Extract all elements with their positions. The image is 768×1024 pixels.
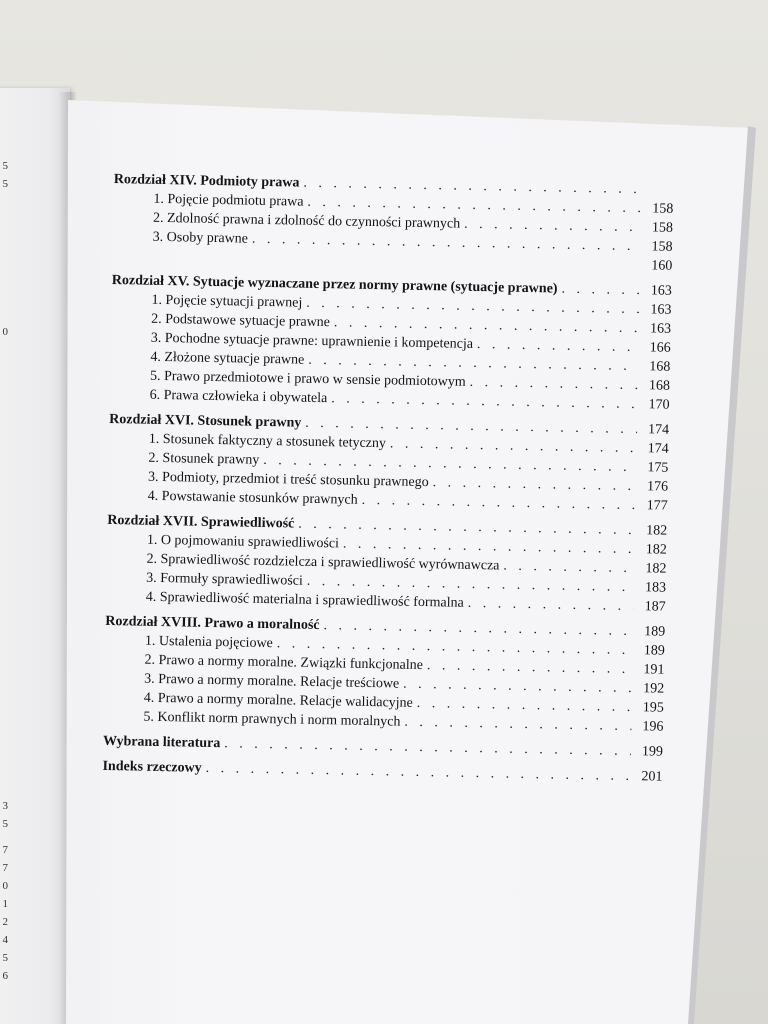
toc-entry-title: 2. Podstawowe sytuacje prawne: [150, 311, 331, 331]
left-page-number: 3: [2, 800, 8, 812]
toc-dot-leader: [224, 734, 631, 761]
toc-dot-leader: [404, 713, 631, 736]
toc-page-number: 158: [652, 201, 674, 217]
toc-entry-title: Rozdział XVII. Sprawiedliwość: [107, 512, 295, 532]
toc-page-number: 189: [643, 643, 666, 659]
toc-page-number: 189: [644, 624, 666, 640]
left-page-number: 6: [2, 970, 8, 982]
toc-dot-leader: [468, 594, 634, 616]
toc-entry-title: Indeks rzeczowy: [102, 758, 202, 776]
left-page-number: 5: [2, 178, 8, 190]
toc-page-number: 170: [648, 397, 670, 413]
toc-dot-leader: [561, 280, 640, 300]
toc-entry-title: 1. Pojęcie sytuacji prawnej: [151, 292, 303, 311]
toc-page-number: 168: [648, 378, 671, 394]
toc-page-number: 158: [651, 239, 673, 255]
toc-entry-title: 2. Zdolność prawna i zdolność do czynności prawnych: [152, 210, 461, 232]
toc-entry-title: 2. Stosunek prawny: [148, 450, 260, 468]
toc-page-number: 177: [646, 498, 668, 514]
toc-page-number: 199: [641, 744, 664, 760]
toc-page-number: 182: [645, 542, 667, 558]
toc-entry-title: 4. Złożone sytuacje prawne: [150, 349, 305, 368]
toc-page-number: 176: [646, 479, 669, 495]
left-page-number: 4: [2, 934, 8, 946]
toc-page-number: 166: [649, 340, 671, 356]
toc-dot-leader: [503, 557, 634, 579]
toc-entry-title: 2. Sprawiedliwość rozdzielcza i sprawiedliwość wyrównawcza: [146, 551, 500, 574]
toc-page-number: 168: [649, 359, 671, 375]
toc-page-number: 195: [642, 700, 664, 716]
left-page-number: 5: [2, 160, 8, 172]
toc-page-number: [646, 193, 674, 194]
toc-page-number: 163: [650, 302, 672, 318]
left-page-number: 7: [2, 844, 8, 856]
toc-entry-title: 3. Pochodne sytuacje prawne: uprawnienie i kompetencja: [150, 330, 474, 352]
left-page-number: 0: [2, 326, 8, 338]
toc-entry-title: 5. Konflikt norm prawnych i norm moralnych: [143, 709, 401, 730]
toc-page-number: 182: [645, 561, 667, 577]
left-page-number: 2: [2, 916, 8, 928]
left-page-number: 0: [2, 880, 8, 892]
toc-entry-title: 2. Prawo a normy moralne. Związki funkcjonalne: [144, 652, 424, 674]
toc-entry-title: Wybrana literatura: [102, 733, 221, 752]
toc-entry-title: 3. Podmioty, przedmiot i treść stosunku prawnego: [147, 469, 429, 491]
toc-entry-title: 4. Prawo a normy moralne. Relacje walidacyjne: [143, 690, 413, 711]
left-page-number: 5: [2, 818, 8, 830]
toc-entry-title: 1. O pojmowaniu sprawiedliwości: [146, 532, 340, 552]
toc-entry-title: Rozdział XV. Sytuacje wyznaczane przez normy prawne (sytuacje prawne): [111, 272, 558, 297]
toc-entry-title: 4. Sprawiedliwość materialna i sprawiedliwość formalna: [145, 589, 464, 611]
toc-entry-title: 3. Osoby prawne: [152, 229, 249, 247]
toc-page-number: 158: [651, 220, 674, 236]
toc-page-number: 196: [642, 719, 664, 735]
toc-entry-title: 1. Stosunek faktyczny a stosunek tetyczny: [148, 431, 387, 452]
toc-entry-title: Rozdział XVI. Stosunek prawny: [109, 411, 302, 431]
toc-page-number: 163: [649, 321, 672, 337]
toc-page-number: 163: [650, 283, 672, 299]
toc-page-number: 174: [647, 422, 670, 438]
toc-page-number: 191: [643, 662, 665, 678]
toc-page-number: 201: [641, 769, 663, 785]
toc-page-number: 182: [646, 523, 668, 539]
toc-entry-title: 5. Prawo przedmiotowe i prawo w sensie podmiotowym: [149, 368, 466, 390]
toc-entry-title: Rozdział XIV. Podmioty prawa: [113, 171, 300, 191]
toc-page-number: 174: [647, 441, 669, 457]
toc-chapter-row: [103, 732, 663, 762]
left-page-number: 5: [2, 952, 8, 964]
left-page-number: 1: [2, 898, 8, 910]
toc-page-number: 192: [642, 681, 665, 697]
toc-entry-title: 3. Prawo a normy moralne. Relacje treściowe: [144, 671, 400, 692]
toc-page-number: 183: [644, 580, 667, 596]
toc-dot-leader: [362, 491, 636, 515]
toc-entry-title: Rozdział XVIII. Prawo a moralność: [105, 613, 320, 634]
left-page-number: 7: [2, 862, 8, 874]
toc-entry-title: 1. Pojęcie podmiotu prawa: [153, 191, 304, 210]
toc-entry-title: 4. Powstawanie stosunków prawnych: [147, 488, 358, 508]
toc-entry-title: 3. Formuły sprawiedliwości: [146, 570, 304, 589]
toc-page-number: 160: [651, 258, 673, 274]
toc-entry-title: 6. Prawa człowieka i obywatela: [149, 387, 328, 407]
toc-page-number: 187: [644, 599, 666, 615]
table-of-contents: [102, 170, 674, 787]
toc-entry-title: 1. Ustalenia pojęciowe: [144, 633, 273, 652]
toc-page-number: 175: [647, 460, 669, 476]
